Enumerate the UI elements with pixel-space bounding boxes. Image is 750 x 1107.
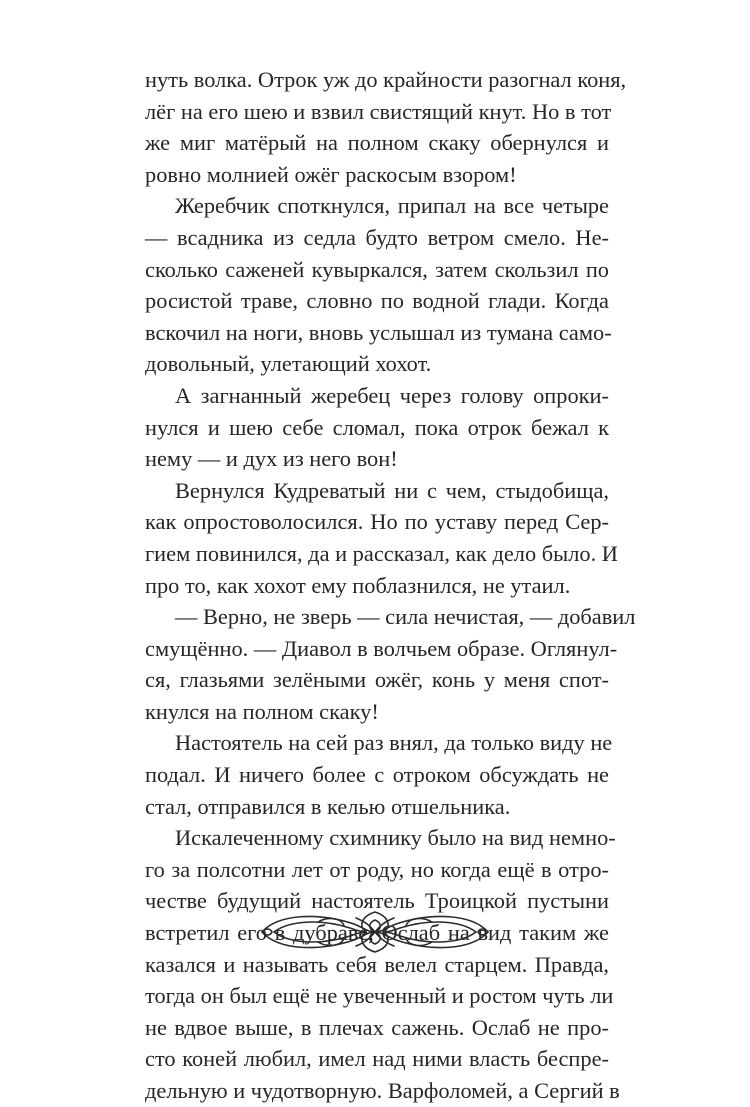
text-line: ровно молнией ожёг раскосым взором! [145,161,517,187]
text-line: А загнанный жеребец через голову опроки- [175,382,609,408]
text-line: Настоятель на сей раз внял, да только виду не [175,730,613,756]
text-line: казался и называть себя велел старцем. Правда, [145,951,609,977]
text-line: го за полсотни лет от роду, но когда ещё в отро- [145,856,609,882]
text-line: смущённо. — Диавол в волчьем образе. Оглянул- [145,635,618,661]
text-line: — всадника из седла будто ветром смело. Не- [145,224,609,250]
text-line: нулся и шею себе сломал, пока отрок бежал к [145,414,609,440]
text-line: гием повинился, да и рассказал, как дело было. И [145,540,618,566]
text-line: Искалеченному схимнику было на вид немно- [175,825,616,851]
text-line: про то, как хохот ему поблазнился, не утаил. [145,572,571,598]
text-line: ся, глазьями зелёными ожёг, конь у меня спот- [145,667,609,693]
text-line: Жеребчик споткнулся, припал на все четыре [175,193,609,219]
text-line: как опростоволосился. Но по уставу перед Сер- [145,509,609,535]
text-line: честве будущий настоятель Троицкой пустыни [145,888,609,914]
text-line: же миг матёрый на полном скаку обернулся и [145,130,609,156]
text-line: стал, отправился в келью отшельника. [145,793,511,819]
text-line: не вдвое выше, в плечах сажень. Ослаб не про- [145,1014,609,1040]
text-line: тогда он был ещё не увеченный и ростом чуть ли [145,983,614,1009]
text-line: — Верно, не зверь — сила нечистая, — добавил [175,604,636,630]
text-line: кнулся на полном скаку! [145,698,379,724]
text-line: росистой траве, словно по водной глади. Когда [145,288,609,314]
text-line: сто коней любил, имел над ними власть беспре- [145,1046,609,1072]
text-line: сколько саженей кувыркался, затем скользил по [145,256,609,282]
text-line: встретил его в дубраве, Ослаб на вид таким же [145,920,609,946]
text-line: Вернулся Кудреватый ни с чем, стыдобища, [175,477,609,503]
text-line: нему — и дух из него вон! [145,446,398,472]
text-line: вскочил на ноги, вновь услышал из тумана само- [145,319,612,345]
text-line: дельную и чудотворную. Варфоломей, а Сергий в [145,1078,620,1103]
text-line: подал. И ничего более с отроком обсуждать не [145,762,609,788]
text-line: довольный, улетающий хохот. [145,351,432,377]
text-line: лёг на его шею и взвил свистящий кнут. Но в тот [145,98,612,124]
celtic-knot-ornament-icon [258,906,492,958]
text-line: нуть волка. Отрок уж до крайности разогнал коня, [145,67,627,92]
